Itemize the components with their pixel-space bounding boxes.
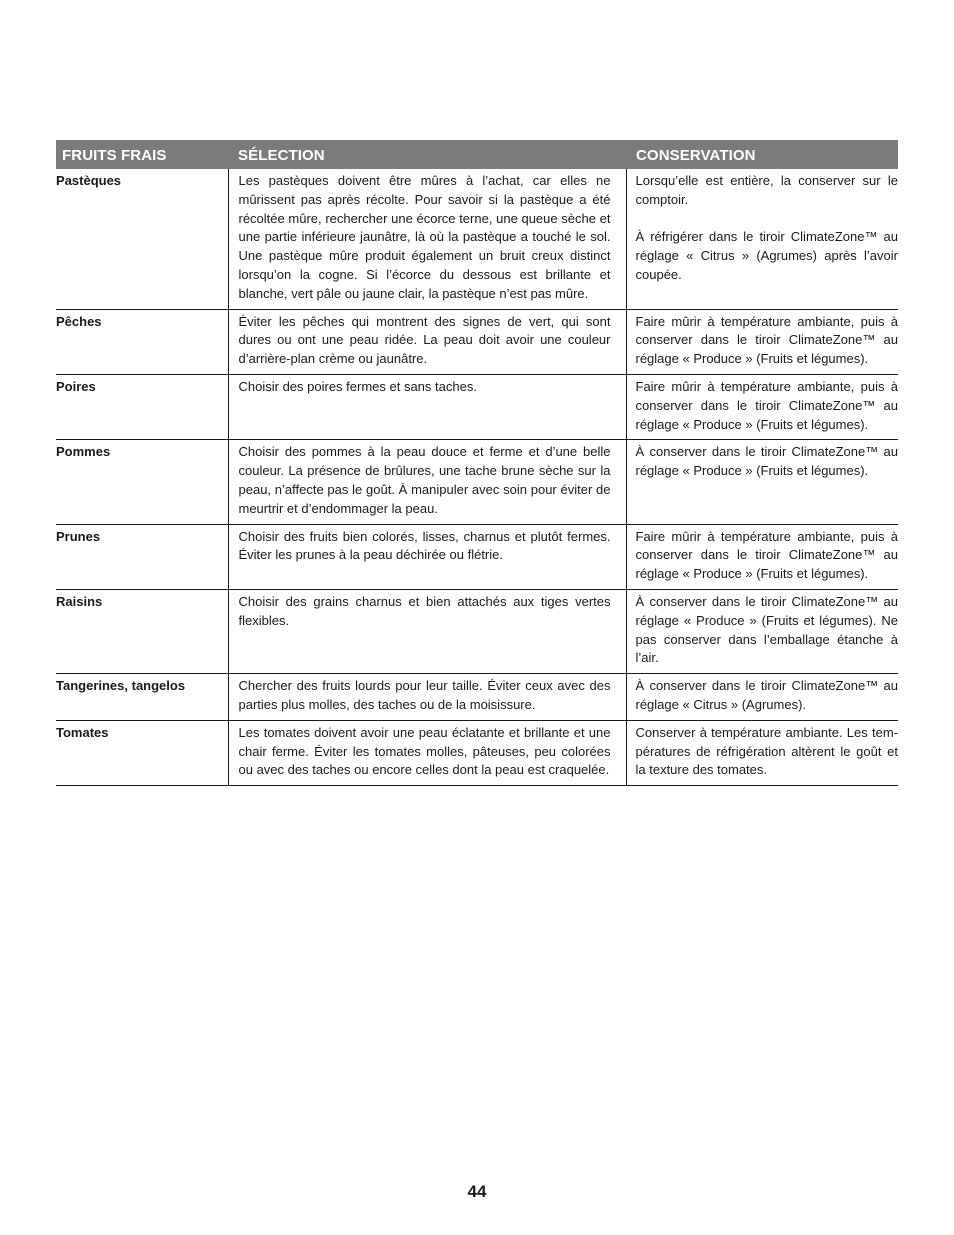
selection-text: Les pastèques doivent être mûres à l’achat, car elles ne mûrissent pas après récolte. Pour savoir si la pastèque a été récoltée mûre, rechercher une écorce terne, une queue sèche et une partie inférieure jaunâtre, là où la pastèque a touché le sol. Une pastèque mûre produit également un bruit creux distinct lorsqu’on la cogne. Si l’écorce du dessous est brillante et blanche, vert pâle ou jaune clair, la pastèque n’est pas mûre. — [228, 169, 626, 309]
conservation-text: À conserver dans le tiroir ClimateZone™ au réglage « Produce » (Fruits et légumes). — [635, 444, 898, 479]
header-fruits-frais: FRUITS FRAIS — [56, 140, 228, 169]
selection-text: Éviter les pêches qui montrent des signes de vert, qui sont dures ou ont une peau ridée. La peau doit avoir une couleur d’arrière-plan crème ou jaunâtre. — [228, 309, 626, 374]
selection-text: Choisir des grains charnus et bien attachés aux tiges vertes flexibles. — [228, 589, 626, 673]
header-conservation: CONSERVATION — [626, 140, 898, 169]
selection-text: Choisir des fruits bien colorés, lisses, charnus et plutôt fermes. Éviter les prunes à la peau déchirée ou flétrie. — [228, 524, 626, 589]
conservation-text: Faire mûrir à température ambiante, puis à conserver dans le tiroir ClimateZone™ au réglage « Produce » (Fruits et légumes). — [635, 528, 898, 582]
fruit-name: Raisins — [56, 589, 228, 673]
conservation-text: À conserver dans le tiroir ClimateZone™ au réglage « Produce » (Fruits et légumes). Ne pas conserver dans l’emballage étanche à l’air. — [635, 593, 898, 666]
conservation-text: Faire mûrir à température ambiante, puis à conserver dans le tiroir ClimateZone™ au réglage « Produce » (Fruits et légumes). — [635, 378, 898, 432]
conservation-text: Lorsqu’elle est entière, la conserver sur le comptoir. — [635, 173, 898, 207]
fruit-name: Tomates — [56, 720, 228, 785]
table-row — [56, 720, 898, 785]
selection-text: Choisir des pommes à la peau douce et ferme et d’une belle couleur. La présence de brûlures, une tache brune sèche sur la peau, n’affecte pas le goût. À manipuler avec soin pour éviter de meurtrir et d’endommager la peau. — [228, 440, 626, 524]
table-row — [56, 524, 898, 589]
table-row — [56, 374, 898, 439]
fruit-name: Pêches — [56, 309, 228, 374]
fresh-fruits-table — [56, 140, 898, 786]
table-row — [56, 309, 898, 374]
fruit-name: Tangerines, tangelos — [56, 674, 228, 721]
conservation-cell — [626, 309, 898, 374]
conservation-cell — [626, 674, 898, 721]
conservation-text: Conserver à température ambiante. Les tem-pératures de réfrigération altèrent le goût et la texture des tomates. — [635, 724, 898, 778]
table-row — [56, 440, 898, 524]
page-number: 44 — [467, 1182, 487, 1201]
table-header — [56, 140, 898, 169]
fruit-name: Pommes — [56, 440, 228, 524]
conservation-cell — [626, 440, 898, 524]
conservation-cell — [626, 169, 898, 309]
conservation-cell — [626, 720, 898, 785]
fruit-name: Poires — [56, 374, 228, 439]
header-selection: SÉLECTION — [228, 140, 626, 169]
table-row — [56, 674, 898, 721]
conservation-text: Faire mûrir à température ambiante, puis à conserver dans le tiroir ClimateZone™ au réglage « Produce » (Fruits et légumes). — [635, 313, 898, 367]
selection-text: Les tomates doivent avoir une peau éclatante et brillante et une chair ferme. Éviter les tomates molles, pâteuses, peu colorées ou avec des taches ou encore celles dont la peau est craquelée. — [228, 720, 626, 785]
fruit-name: Pastèques — [56, 169, 228, 309]
conservation-text: À réfrigérer dans le tiroir ClimateZone™ au réglage « Citrus » (Agrumes) après l’avoir coupée. — [635, 229, 898, 282]
selection-text: Chercher des fruits lourds pour leur taille. Éviter ceux avec des parties plus molles, des taches ou de la moisissure. — [228, 674, 626, 721]
fruit-name: Prunes — [56, 524, 228, 589]
conservation-cell — [626, 589, 898, 673]
conservation-cell — [626, 524, 898, 589]
selection-text: Choisir des poires fermes et sans taches. — [228, 374, 626, 439]
table-row — [56, 169, 898, 309]
conservation-text: À conserver dans le tiroir ClimateZone™ au réglage « Citrus » (Agrumes). — [635, 678, 898, 712]
table-row — [56, 589, 898, 673]
conservation-cell — [626, 374, 898, 439]
